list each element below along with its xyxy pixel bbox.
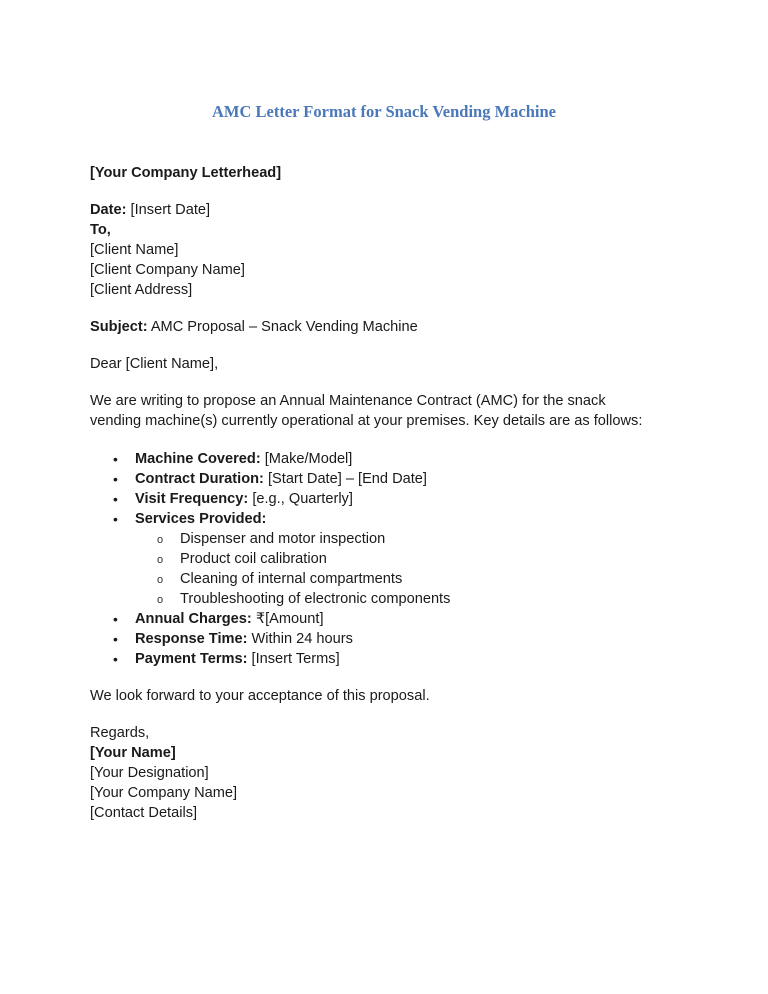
bullet-icon: • [113, 491, 118, 507]
detail-label: Response Time: [135, 631, 248, 647]
service-item: Cleaning of internal compartments [180, 571, 403, 587]
detail-item [135, 449, 352, 469]
regards: Regards, [90, 725, 150, 741]
bullet-icon: • [113, 511, 118, 527]
intro-line-2: vending machine(s) currently operational at your premises. Key details are as follows: [90, 413, 643, 429]
recipient-address: [Client Address] [90, 282, 193, 298]
detail-item [135, 509, 266, 529]
detail-label: Visit Frequency: [135, 491, 249, 507]
detail-item [135, 489, 353, 509]
date-line [90, 200, 210, 220]
service-item: Dispenser and motor inspection [180, 531, 386, 547]
bullet-icon: • [113, 471, 118, 487]
subject-line [90, 317, 418, 337]
document-title: AMC Letter Format for Snack Vending Machine [211, 102, 557, 121]
bullet-icon: • [113, 611, 118, 627]
detail-item [135, 649, 340, 669]
detail-value: [Insert Terms] [247, 651, 340, 667]
signature-company: [Your Company Name] [90, 785, 238, 801]
bullet-icon: • [113, 451, 118, 467]
sub-bullet-icon: o [157, 534, 164, 546]
detail-label: Machine Covered: [135, 451, 261, 467]
sub-bullet-icon: o [157, 554, 164, 566]
intro-line-1: We are writing to propose an Annual Maintenance Contract (AMC) for the snack [90, 393, 606, 409]
detail-value: [Start Date] – [End Date] [263, 471, 427, 487]
detail-item [135, 629, 353, 649]
detail-label: Contract Duration: [135, 471, 264, 487]
bullet-icon: • [113, 631, 118, 647]
to-label: To, [90, 222, 111, 238]
service-item: Product coil calibration [180, 551, 327, 567]
detail-value: Within 24 hours [247, 631, 353, 647]
signature-designation: [Your Designation] [90, 765, 209, 781]
service-item: Troubleshooting of electronic components [180, 591, 451, 607]
signature-name: [Your Name] [90, 745, 176, 761]
sub-bullet-icon: o [157, 574, 164, 586]
bullet-icon: • [113, 651, 118, 667]
signature-contact: [Contact Details] [90, 805, 198, 821]
letterhead: [Your Company Letterhead] [90, 165, 282, 181]
detail-value: [Make/Model] [260, 451, 353, 467]
subject-value: AMC Proposal – Snack Vending Machine [147, 319, 418, 335]
detail-value: [e.g., Quarterly] [248, 491, 353, 507]
detail-label: Services Provided: [135, 511, 267, 527]
detail-label: Annual Charges: [135, 611, 252, 627]
detail-item [135, 609, 324, 629]
detail-label: Payment Terms: [135, 651, 248, 667]
date-value: [Insert Date] [126, 202, 211, 218]
recipient-company: [Client Company Name] [90, 262, 245, 278]
salutation: Dear [Client Name], [90, 356, 219, 372]
date-label: Date: [90, 202, 127, 218]
detail-value: ₹[Amount] [251, 611, 324, 627]
recipient-name: [Client Name] [90, 242, 179, 258]
closing-line: We look forward to your acceptance of this proposal. [90, 688, 430, 704]
detail-item [135, 469, 427, 489]
sub-bullet-icon: o [157, 594, 164, 606]
subject-label: Subject: [90, 319, 148, 335]
